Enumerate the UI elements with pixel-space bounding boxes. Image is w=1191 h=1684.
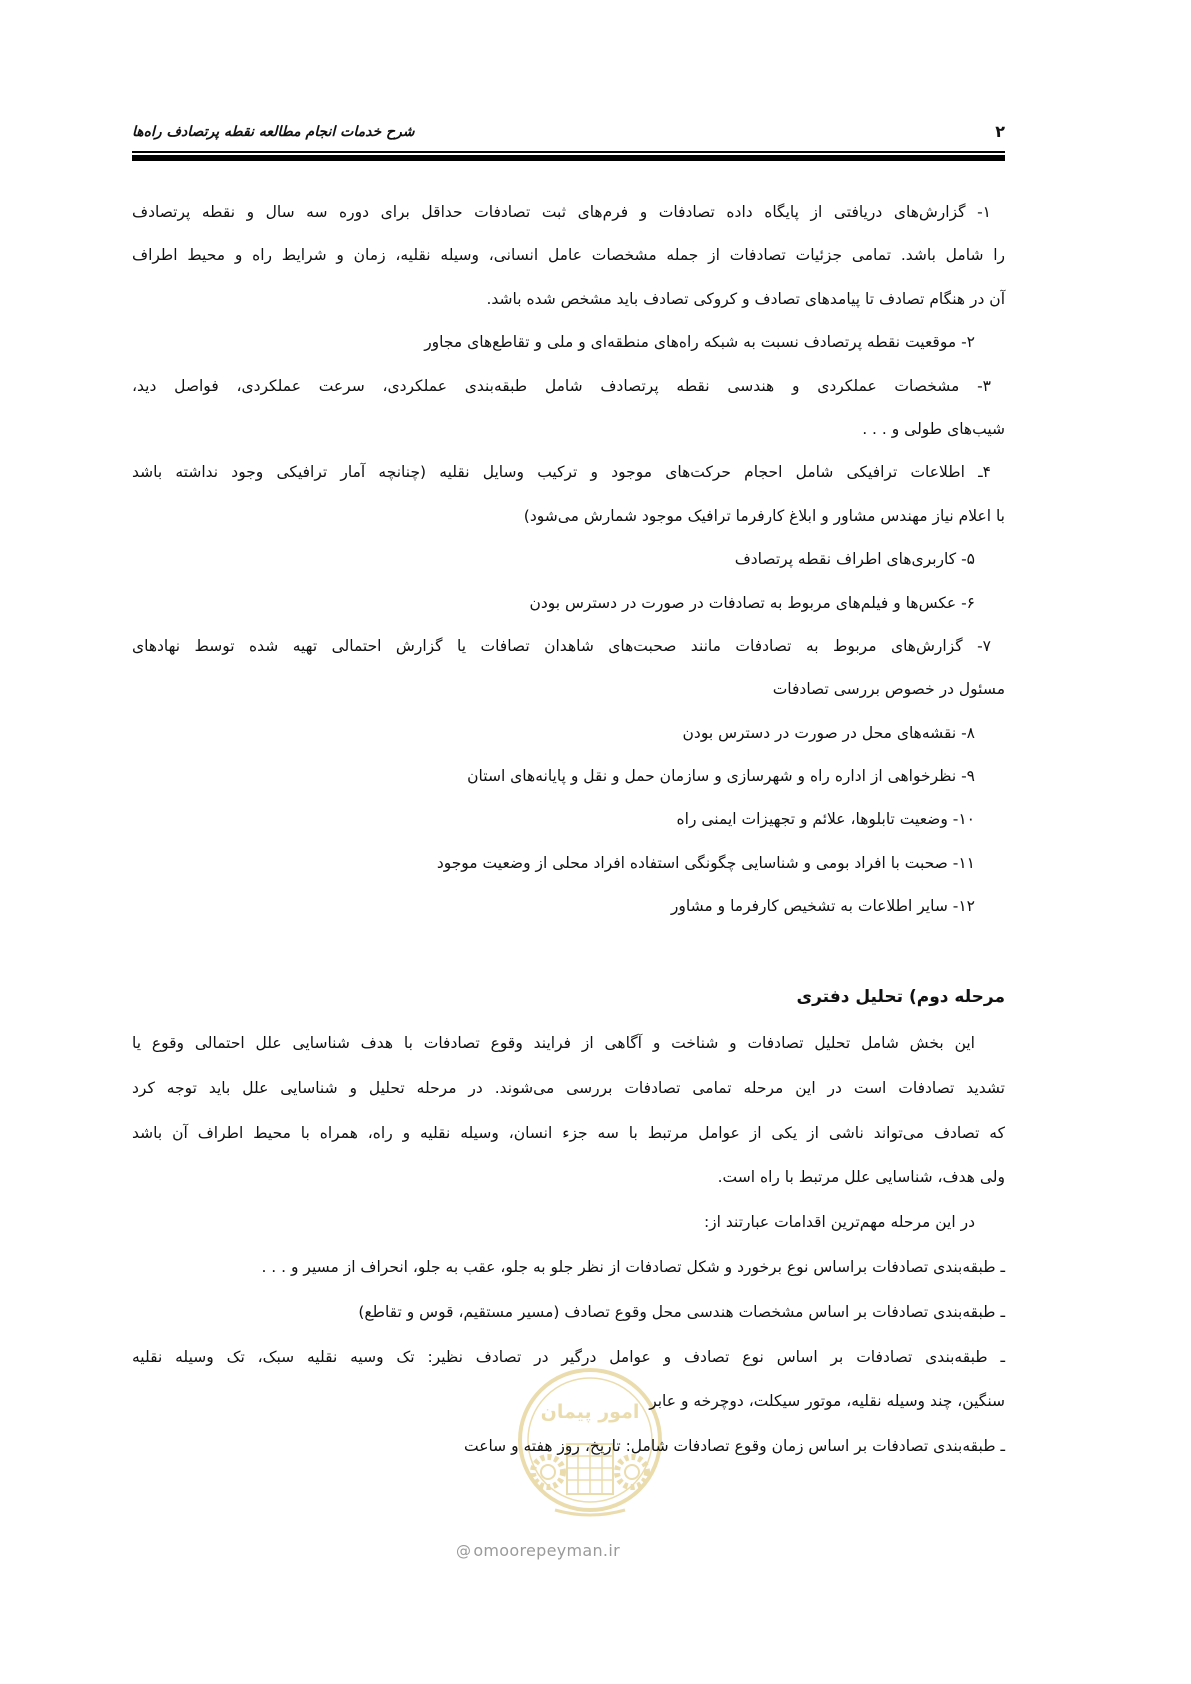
list-item — [132, 538, 1005, 581]
list-item — [132, 625, 1005, 712]
action-item — [132, 1290, 1005, 1335]
actions-lead: در این مرحله مهم‌ترین اقدامات عبارتند از: — [703, 1213, 975, 1232]
list-item-line: ۵- کاربری‌های اطراف نقطه پرتصادف — [734, 550, 975, 569]
intro-paragraph — [132, 1021, 1005, 1200]
paragraph-line: که تصادف می‌تواند ناشی از یکی از عوامل مرتبط با سه جزء انسان، وسیله نقلیه و راه، همراه با محیط اطراف آن باشد — [132, 1123, 1005, 1142]
running-title: شرح خدمات انجام مطالعه نقطه پرتصادف راه‌ها — [132, 124, 415, 140]
list-item — [132, 712, 1005, 755]
list-item-line: ۶- عکس‌ها و فیلم‌های مربوط به تصادفات در صورت در دسترس بودن — [529, 593, 975, 612]
list-item-line: ۷- گزارش‌های مربوط به تصادفات مانند صحبت‌های شاهدان تصافات یا گزارش احتمالی تهیه شده توسط نهادهای — [132, 636, 991, 655]
list-item-line: ۱۱- صحبت با افراد بومی و شناسایی چگونگی استفاده افراد محلی از وضعیت موجود — [436, 853, 975, 872]
list-item-line: ۱- گزارش‌های دریافتی از پایگاه داده تصادفات و فرم‌های ثبت تصادفات حداقل برای دوره سه سال و نقطه پرتصادف — [132, 203, 991, 221]
action-item — [132, 1335, 1005, 1425]
list-item-line: ۴ـ اطلاعات ترافیکی شامل احجام حرکت‌های موجود و ترکیب وسایل نقلیه (چنانچه آمار ترافیکی وجود نداشته باشد — [132, 463, 991, 482]
action-item-line: ـ طبقه‌بندی تصادفات بر اساس نوع تصادف و عوامل درگیر در تصادف نظیر: تک وسیه نقلیه سبک، تک وسیله نقلیه — [132, 1347, 1005, 1366]
action-item-line: سنگین، چند وسیله نقلیه، موتور سیکلت، دوچرخه و عابر — [649, 1392, 1005, 1411]
requirements-list — [132, 191, 1005, 929]
watermark-site: omoorepeyman.ir — [473, 1541, 620, 1560]
action-item-line: ـ طبقه‌بندی تصادفات بر اساس مشخصات هندسی محل وقوع تصادف (مسیر مستقیم، قوس و تقاطع) — [358, 1302, 1005, 1321]
list-item-line: ۸- نقشه‌های محل در صورت در دسترس بودن — [682, 723, 975, 742]
list-item-line: ۱۰- وضعیت تابلوها، علائم و تجهیزات ایمنی راه — [676, 810, 975, 829]
paragraph-line: تشدید تصادفات است در این مرحله تمامی تصادفات بررسی می‌شوند. در مرحله تحلیل و شناسایی علل باید توجه کرد — [132, 1078, 1005, 1097]
list-item-line: با اعلام نیاز مهندس مشاور و ابلاغ کارفرما ترافیک موجود شمارش می‌شود) — [523, 506, 1005, 525]
paragraph-line: ولی هدف، شناسایی علل مرتبط با راه است. — [717, 1168, 1005, 1187]
list-item-line: ۹- نظرخواهی از اداره راه و شهرسازی و سازمان حمل و نقل و پایانه‌های استان — [467, 767, 975, 786]
list-item-line: آن در هنگام تصادف تا پیامدهای تصادف و کروکی تصادف باید مشخص شده باشد. — [486, 289, 1005, 308]
action-item-line: ـ طبقه‌بندی تصادفات بر اساس زمان وقوع تصادفات شامل: تاریخ، روز هفته و ساعت — [463, 1437, 1005, 1456]
list-item-line: ۱۲- سایر اطلاعات به تشخیص کارفرما و مشاور — [670, 897, 975, 916]
page-number: ۲ — [995, 122, 1005, 141]
header-rule-thin — [132, 151, 1005, 153]
list-item-line: ۳- مشخصات عملکردی و هندسی نقطه پرتصادف شامل طبقه‌بندی عملکردی، سرعت عملکردی، فواصل دید، — [132, 376, 991, 395]
list-item-line: مسئول در خصوص بررسی تصادفات — [772, 680, 1005, 699]
action-item-line: ـ طبقه‌بندی تصادفات براساس نوع برخورد و شکل تصادفات از نظر جلو به جلو، عقب به جلو، انحراف از مسیر و . . . — [261, 1257, 1005, 1276]
section-heading: مرحله دوم) تحلیل دفتری — [796, 987, 1005, 1007]
list-item-line: ۲- موقعیت نقطه پرتصادف نسبت به شبکه راه‌های منطقه‌ای و ملی و تقاطع‌های مجاور — [424, 333, 975, 352]
at-icon: @ — [456, 1542, 472, 1560]
section-body — [132, 1021, 1005, 1469]
list-item — [132, 321, 1005, 364]
list-item — [132, 365, 1005, 452]
action-item — [132, 1245, 1005, 1290]
list-item — [132, 798, 1005, 841]
list-item — [132, 842, 1005, 885]
list-item — [132, 885, 1005, 928]
watermark-logo-text: امور پیمان — [540, 1401, 640, 1423]
paragraph-line: این بخش شامل تحلیل تصادفات و شناخت و آگاهی از فرایند وقوع تصادفات با هدف شناسایی علل احتمالی وقوع یا — [132, 1034, 975, 1052]
list-item-line: شیب‌های طولی و . . . — [862, 419, 1005, 438]
list-item — [132, 191, 1005, 321]
watermark-url — [456, 1538, 620, 1564]
list-item — [132, 451, 1005, 538]
action-item — [132, 1424, 1005, 1469]
list-item — [132, 582, 1005, 625]
list-item-line: را شامل باشد. تمامی جزئیات تصادفات از جمله مشخصات عامل انسانی، وسیله نقلیه، زمان و شرایط راه و محیط اطراف — [132, 246, 1005, 265]
list-item — [132, 755, 1005, 798]
header-rule-thick — [132, 155, 1005, 161]
